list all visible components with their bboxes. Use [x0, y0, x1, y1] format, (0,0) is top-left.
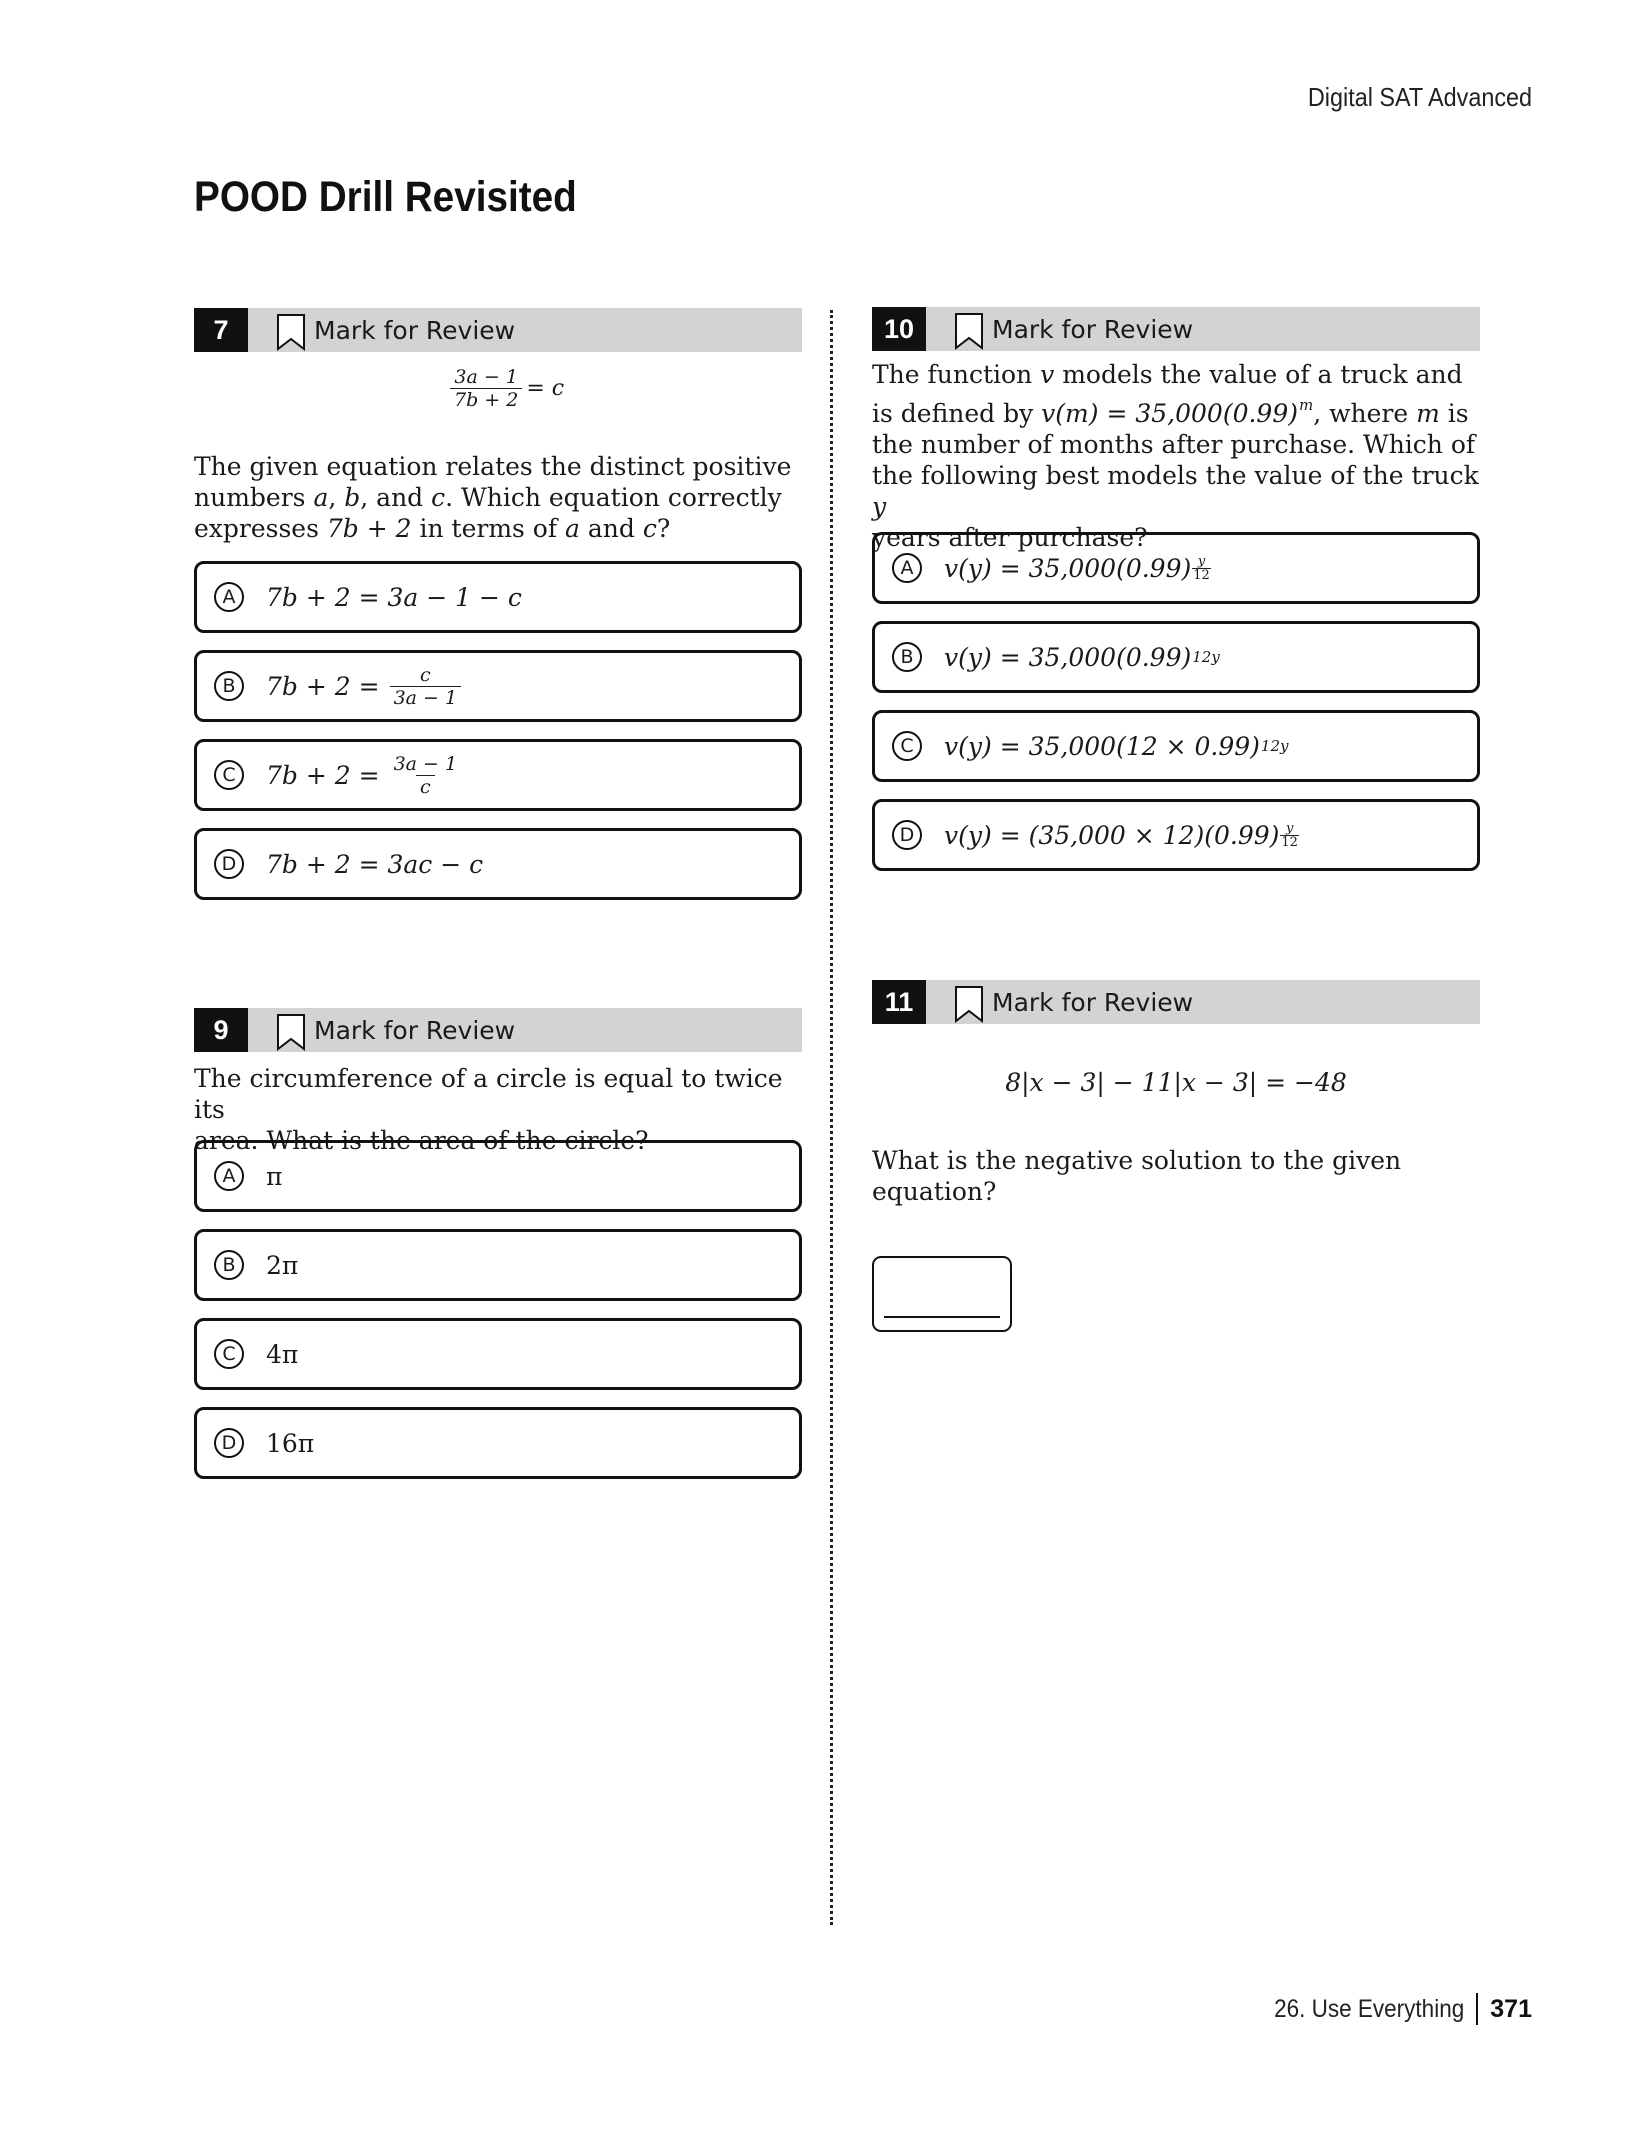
question-number: 10	[872, 307, 926, 351]
mark-for-review-button[interactable]: Mark for Review	[992, 987, 1194, 1017]
mark-for-review-button[interactable]: Mark for Review	[314, 315, 516, 345]
given-equation	[446, 366, 564, 411]
question-number: 7	[194, 308, 248, 352]
page-number: 371	[1490, 1994, 1532, 2023]
page-footer	[1253, 1993, 1532, 2025]
bookmark-icon[interactable]	[276, 1013, 306, 1051]
choice-letter: A	[214, 582, 244, 612]
answer-choice-c[interactable]	[194, 739, 802, 811]
choice-text: v(y) = 35,000(0.99) $\frac{y}{12}$	[944, 553, 1210, 583]
choice-text: π	[266, 1161, 283, 1191]
answer-choice-d[interactable]	[194, 828, 802, 900]
answer-line	[884, 1316, 1000, 1318]
answer-choice-a[interactable]	[872, 532, 1480, 604]
question-number: 11	[872, 980, 926, 1024]
given-equation: 8|x − 3| − 11|x − 3| = −48	[1005, 1068, 1347, 1097]
choice-text: 7b + 2 = 3a − 1 − c	[266, 582, 522, 612]
stem-line: The given equation relates the distinct positive	[194, 452, 792, 481]
choice-letter: D	[892, 820, 922, 850]
choice-text: 2π	[266, 1250, 299, 1280]
answer-choice-b[interactable]	[194, 1229, 802, 1301]
equation-rhs: = c	[526, 376, 565, 401]
question-7-header	[194, 308, 802, 352]
choice-text: 7b + 2 = 3ac − c	[266, 849, 484, 879]
choice-letter: C	[214, 760, 244, 790]
question-10-header	[872, 307, 1480, 351]
question-stem	[872, 359, 1480, 553]
choice-letter: A	[892, 553, 922, 583]
footer-separator	[1476, 1993, 1478, 2025]
question-11-header	[872, 980, 1480, 1024]
choice-text: v(y) = (35,000 × 12)(0.99) $\frac{y}{12}$	[944, 820, 1298, 850]
choice-text: 16π	[266, 1428, 315, 1458]
answer-choice-b[interactable]	[194, 650, 802, 722]
answer-choice-c[interactable]	[194, 1318, 802, 1390]
stem-line: area. What is the area of the circle?	[194, 1126, 649, 1155]
question-stem	[194, 451, 802, 544]
answer-input[interactable]	[872, 1256, 1012, 1332]
column-divider	[830, 310, 833, 1925]
stem-line: expresses 7b + 2 in terms of a and c?	[194, 514, 671, 543]
bookmark-icon[interactable]	[276, 313, 306, 351]
bookmark-icon[interactable]	[954, 985, 984, 1023]
choice-letter: B	[214, 671, 244, 701]
stem-line: What is the negative solution to the given	[872, 1146, 1402, 1175]
question-10	[872, 307, 1480, 877]
answer-choice-c[interactable]	[872, 710, 1480, 782]
stem-line: the following best models the value of the truck y	[872, 461, 1479, 521]
running-head: Digital SAT Advanced	[1307, 82, 1532, 112]
question-9-header	[194, 1008, 802, 1052]
bookmark-icon[interactable]	[954, 312, 984, 350]
choice-letter: D	[214, 1428, 244, 1458]
question-stem	[872, 1145, 1480, 1207]
stem-line: The circumference of a circle is equal to twice its	[194, 1064, 783, 1124]
choice-letter: A	[214, 1161, 244, 1191]
mark-for-review-button[interactable]: Mark for Review	[314, 1015, 516, 1045]
stem-line: years after purchase?	[872, 523, 1148, 552]
answer-choice-b[interactable]	[872, 621, 1480, 693]
answer-choice-d[interactable]	[194, 1407, 802, 1479]
question-number: 9	[194, 1008, 248, 1052]
question-9	[194, 1008, 802, 1488]
choice-letter: C	[214, 1339, 244, 1369]
stem-line: is defined by $v(m) = 35,000(0.99)^m$, where m is	[872, 396, 1469, 428]
choice-letter: B	[214, 1250, 244, 1280]
answer-choice-a[interactable]	[194, 1140, 802, 1212]
choice-text: v(y) = 35,000(0.99) 12y	[944, 642, 1220, 672]
choice-text: 7b + 2 = $\frac{c}{3a - 1}$	[266, 664, 465, 709]
answer-choice-a[interactable]	[194, 561, 802, 633]
answer-choice-d[interactable]	[872, 799, 1480, 871]
question-11	[872, 980, 1480, 1340]
footer-section: 26. Use Everything	[1274, 1994, 1465, 2023]
choice-letter: D	[214, 849, 244, 879]
equation-denominator: 7b + 2	[450, 388, 522, 411]
choice-letter: C	[892, 731, 922, 761]
mark-for-review-button[interactable]: Mark for Review	[992, 314, 1194, 344]
stem-line: the number of months after purchase. Which of	[872, 430, 1476, 459]
question-7	[194, 308, 802, 908]
choice-text: 4π	[266, 1339, 299, 1369]
choice-text: 7b + 2 = $\frac{3a - 1}{c}$	[266, 752, 458, 798]
choice-letter: B	[892, 642, 922, 672]
choice-text: v(y) = 35,000(12 × 0.99) 12y	[944, 731, 1289, 761]
page-title: POOD Drill Revisited	[194, 173, 577, 221]
equation-numerator: 3a − 1	[454, 366, 518, 388]
stem-line: equation?	[872, 1177, 997, 1206]
stem-line: The function v models the value of a truck and	[872, 360, 1463, 389]
stem-line: numbers a, b, and c. Which equation correctly	[194, 483, 782, 512]
